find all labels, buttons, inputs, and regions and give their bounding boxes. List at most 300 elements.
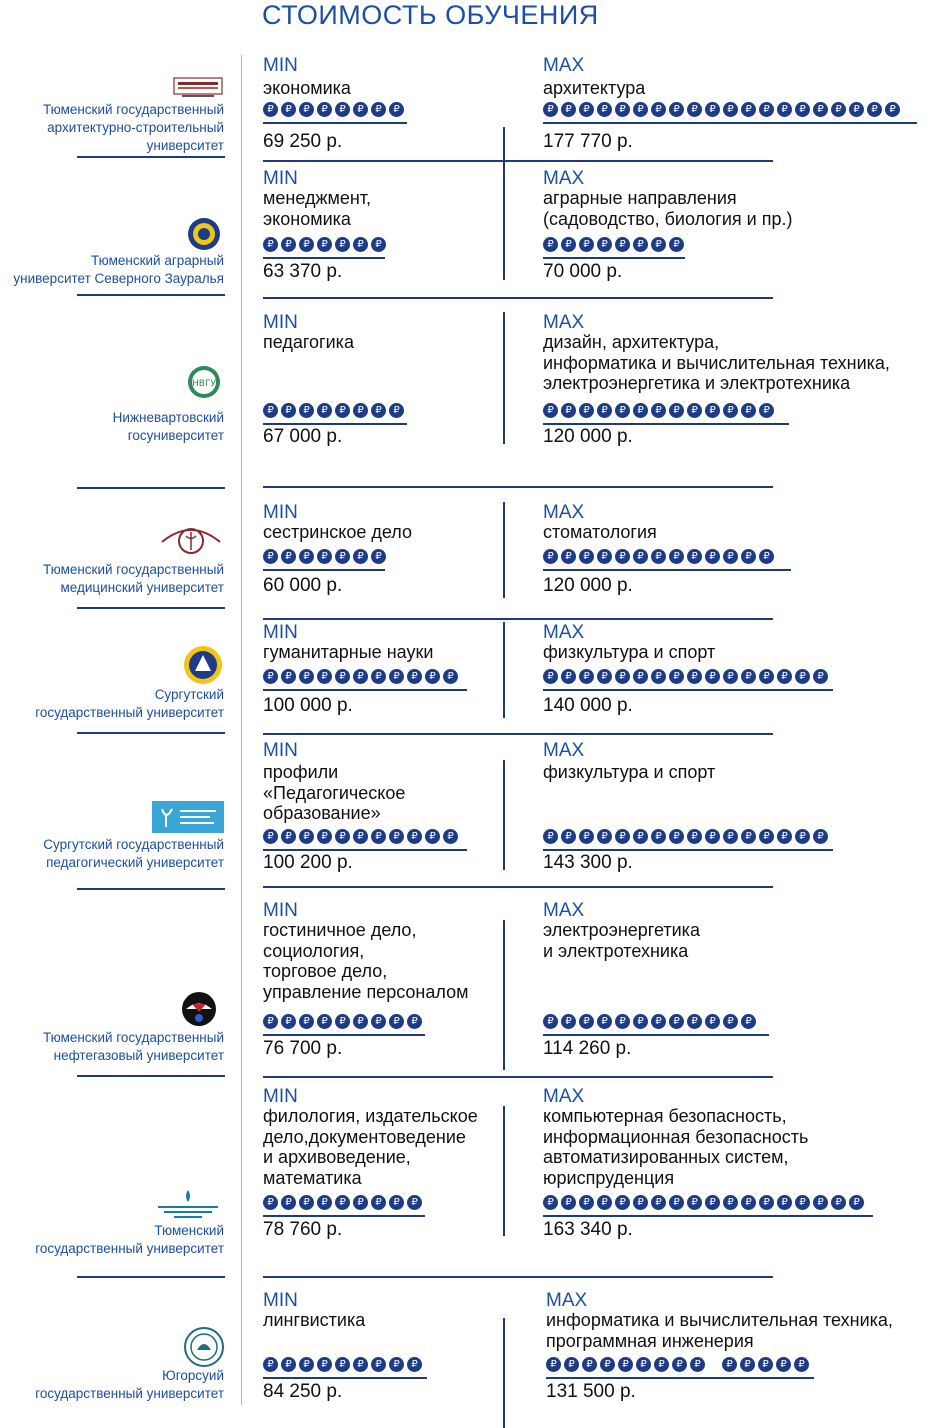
ruble-coin-icon: ₽ [335, 1357, 350, 1372]
ruble-coin-icon: ₽ [317, 1014, 332, 1029]
tyuiu-logo [176, 990, 222, 1028]
ruble-coin-icon: ₽ [353, 1357, 368, 1372]
ruble-coin-icon: ₽ [705, 1014, 720, 1029]
min-price: 84 250 р. [263, 1381, 343, 1402]
max-price-underline [543, 423, 789, 425]
min-label: MIN [263, 900, 298, 921]
ruble-coin-icon: ₽ [672, 1357, 687, 1372]
ruble-coin-icon: ₽ [353, 669, 368, 684]
ruble-coin-icon: ₽ [615, 403, 630, 418]
column-separator [503, 920, 505, 1070]
ruble-coin-icon: ₽ [353, 237, 368, 252]
max-price-underline [546, 1377, 814, 1379]
ruble-coin-icon: ₽ [281, 237, 296, 252]
ruble-coin-icon: ₽ [299, 1195, 314, 1210]
min-field-of-study [263, 1106, 478, 1188]
ruble-coin-icon: ₽ [561, 102, 576, 117]
ruble-coin-icon: ₽ [741, 549, 756, 564]
gau-logo-graphic [183, 216, 225, 252]
ruble-coin-icon: ₽ [597, 1014, 612, 1029]
ruble-coin-icon: ₽ [353, 102, 368, 117]
ruble-coin-icon: ₽ [651, 403, 666, 418]
min-price-underline [263, 423, 407, 425]
field-line: электроэнергетика [543, 920, 700, 940]
ruble-coin-icon: ₽ [371, 549, 386, 564]
ruble-coin-icon: ₽ [317, 829, 332, 844]
name-underline [77, 607, 225, 609]
ruble-coin-icon: ₽ [317, 403, 332, 418]
ruble-coin-icon: ₽ [723, 1014, 738, 1029]
max-price: 140 000 р. [543, 695, 633, 716]
ruble-coin-icon: ₽ [371, 1014, 386, 1029]
university-name [113, 409, 224, 445]
row-separator [263, 886, 773, 888]
ruble-coin-icon: ₽ [443, 669, 458, 684]
min-field-of-study [263, 1310, 365, 1331]
max-label: MAX [543, 312, 585, 333]
ruble-coin-icon: ₽ [407, 829, 422, 844]
ruble-coin-icon: ₽ [389, 403, 404, 418]
name-underline [77, 888, 225, 890]
university-name-line: архитектурно-строительный [47, 120, 224, 135]
min-ruble-coins [263, 100, 407, 118]
ruble-coin-icon: ₽ [579, 102, 594, 117]
ruble-coin-icon: ₽ [813, 102, 828, 117]
ruble-coin-icon: ₽ [317, 1195, 332, 1210]
max-field-of-study [543, 332, 890, 394]
max-price-underline [543, 1215, 873, 1217]
field-line: филология, издательское [263, 1106, 478, 1126]
ruble-coin-icon: ₽ [317, 102, 332, 117]
min-ruble-coins [263, 235, 389, 253]
university-name-line: Тюменский [154, 1223, 224, 1238]
tgasu-logo [172, 75, 224, 101]
max-ruble-coins [543, 1012, 759, 1030]
max-field-of-study [543, 920, 700, 961]
ruble-coin-icon: ₽ [299, 549, 314, 564]
column-separator [503, 502, 505, 598]
ruble-coin-icon: ₽ [407, 1014, 422, 1029]
yugu-logo-graphic [183, 1326, 225, 1368]
ruble-coin-icon: ₽ [633, 102, 648, 117]
name-underline [77, 732, 225, 734]
ruble-coin-icon: ₽ [579, 549, 594, 564]
ruble-coin-icon: ₽ [687, 829, 702, 844]
min-ruble-coins [263, 667, 461, 685]
ruble-coin-icon: ₽ [389, 1014, 404, 1029]
min-label: MIN [263, 740, 298, 761]
ruble-coin-icon: ₽ [389, 1357, 404, 1372]
university-name [35, 686, 224, 722]
ruble-coin-icon: ₽ [741, 1014, 756, 1029]
name-underline [77, 1075, 225, 1077]
max-price: 177 770 р. [543, 131, 633, 152]
ruble-coin-icon: ₽ [759, 669, 774, 684]
vertical-divider [241, 55, 242, 1405]
column-separator [503, 760, 505, 870]
ruble-coin-icon: ₽ [561, 829, 576, 844]
ruble-coin-icon: ₽ [281, 1014, 296, 1029]
ruble-coin-icon: ₽ [813, 829, 828, 844]
ruble-coin-icon: ₽ [795, 829, 810, 844]
max-price: 70 000 р. [543, 261, 623, 282]
ruble-coin-icon: ₽ [299, 403, 314, 418]
ruble-coin-icon: ₽ [741, 829, 756, 844]
ruble-coin-icon: ₽ [690, 1357, 705, 1372]
ruble-coin-icon: ₽ [335, 669, 350, 684]
ruble-coin-icon: ₽ [651, 237, 666, 252]
ruble-coin-icon: ₽ [669, 669, 684, 684]
ruble-coin-icon: ₽ [543, 669, 558, 684]
ruble-coin-icon: ₽ [723, 549, 738, 564]
university-name-line: медицинский университет [60, 580, 224, 595]
field-line: гуманитарные науки [263, 642, 434, 662]
ruble-coin-icon: ₽ [389, 1195, 404, 1210]
yugu-logo [183, 1326, 225, 1368]
ruble-coin-icon: ₽ [597, 1195, 612, 1210]
ruble-coin-icon: ₽ [543, 403, 558, 418]
ruble-coin-icon: ₽ [759, 549, 774, 564]
ruble-coin-icon: ₽ [723, 829, 738, 844]
university-name-line: государственный университет [35, 1241, 224, 1256]
row-separator [263, 297, 773, 299]
ruble-coin-icon: ₽ [443, 829, 458, 844]
min-field-of-study [263, 762, 405, 824]
ruble-coin-icon: ₽ [579, 1014, 594, 1029]
min-price: 69 250 р. [263, 131, 343, 152]
ruble-coin-icon: ₽ [669, 549, 684, 564]
ruble-coin-icon: ₽ [795, 102, 810, 117]
min-price: 60 000 р. [263, 575, 343, 596]
ruble-coin-icon: ₽ [407, 1357, 422, 1372]
ruble-coin-icon: ₽ [281, 1357, 296, 1372]
ruble-coin-icon: ₽ [651, 1195, 666, 1210]
ruble-coin-icon: ₽ [651, 829, 666, 844]
ruble-coin-icon: ₽ [615, 102, 630, 117]
row-separator [263, 618, 773, 620]
ruble-coin-icon: ₽ [299, 669, 314, 684]
ruble-coin-icon: ₽ [561, 549, 576, 564]
max-price: 163 340 р. [543, 1219, 633, 1240]
field-line: компьютерная безопасность, [543, 1106, 787, 1126]
svg-text:НВГУ: НВГУ [192, 379, 216, 389]
ruble-coin-icon: ₽ [263, 403, 278, 418]
tgmu-logo-graphic [158, 522, 224, 560]
ruble-coin-icon: ₽ [867, 102, 882, 117]
max-ruble-coins [543, 827, 831, 845]
name-underline [77, 1276, 225, 1278]
tgmu-logo [158, 522, 224, 560]
max-ruble-coins [543, 1193, 867, 1211]
ruble-coin-icon: ₽ [353, 1014, 368, 1029]
max-ruble-coins [543, 547, 777, 565]
ruble-coin-icon: ₽ [705, 669, 720, 684]
ruble-coin-icon: ₽ [633, 403, 648, 418]
ruble-coin-icon: ₽ [281, 669, 296, 684]
ruble-coin-icon: ₽ [705, 403, 720, 418]
tgasu-logo-graphic [172, 75, 224, 101]
field-line: лингвистика [263, 1310, 366, 1330]
ruble-coin-icon: ₽ [776, 1357, 791, 1372]
ruble-coin-icon: ₽ [651, 1014, 666, 1029]
ruble-coin-icon: ₽ [633, 1014, 648, 1029]
field-line: стоматология [543, 522, 657, 542]
ruble-coin-icon: ₽ [407, 669, 422, 684]
ruble-coin-icon: ₽ [849, 1195, 864, 1210]
university-name [13, 252, 224, 288]
min-ruble-coins [263, 1012, 425, 1030]
ruble-coin-icon: ₽ [597, 669, 612, 684]
column-separator [503, 172, 505, 280]
ruble-coin-icon: ₽ [705, 829, 720, 844]
ruble-coin-icon: ₽ [669, 102, 684, 117]
ruble-coin-icon: ₽ [335, 549, 350, 564]
ruble-coin-icon: ₽ [705, 1195, 720, 1210]
ruble-coin-icon: ₽ [777, 669, 792, 684]
university-name [43, 561, 224, 597]
max-field-of-study [543, 762, 715, 783]
ruble-coin-icon: ₽ [687, 102, 702, 117]
university-name-line: педагогический университет [46, 855, 224, 870]
ruble-coin-icon: ₽ [759, 102, 774, 117]
min-price: 67 000 р. [263, 426, 343, 447]
ruble-coin-icon: ₽ [615, 1014, 630, 1029]
field-line: управление персоналом [263, 981, 469, 1002]
ruble-coin-icon: ₽ [687, 1195, 702, 1210]
university-name-line: Тюменский государственный [42, 562, 224, 577]
ruble-coin-icon: ₽ [353, 1195, 368, 1210]
ruble-coin-icon: ₽ [615, 829, 630, 844]
ruble-coin-icon: ₽ [543, 102, 558, 117]
field-line: сестринское дело [263, 522, 412, 542]
university-name-line: Тюменский государственный [42, 1030, 224, 1045]
row-separator [263, 160, 773, 162]
ruble-coin-icon: ₽ [741, 669, 756, 684]
ruble-coin-icon: ₽ [317, 237, 332, 252]
max-ruble-coins [543, 100, 903, 118]
university-name-line: Югорсуий [162, 1368, 224, 1383]
min-label: MIN [263, 55, 298, 76]
ruble-coin-icon: ₽ [687, 549, 702, 564]
surgu-logo [182, 644, 224, 686]
university-name [43, 1029, 224, 1065]
field-line: дело,документоведение [263, 1126, 466, 1147]
field-line: экономика [263, 208, 351, 229]
field-line: (садоводство, биология и пр.) [543, 208, 793, 229]
ruble-coin-icon: ₽ [633, 1195, 648, 1210]
ruble-coin-icon: ₽ [371, 237, 386, 252]
ruble-coin-icon: ₽ [723, 1195, 738, 1210]
ruble-coin-icon: ₽ [371, 102, 386, 117]
ruble-coin-icon: ₽ [407, 1195, 422, 1210]
min-field-of-study [263, 642, 433, 663]
max-field-of-study [543, 1106, 808, 1188]
ruble-coin-icon: ₽ [389, 102, 404, 117]
ruble-coin-icon: ₽ [618, 1357, 633, 1372]
ruble-coin-icon: ₽ [561, 1195, 576, 1210]
ruble-coin-icon: ₽ [669, 403, 684, 418]
min-label: MIN [263, 622, 298, 643]
ruble-coin-icon: ₽ [633, 237, 648, 252]
max-label: MAX [543, 502, 585, 523]
max-label: MAX [543, 900, 585, 921]
field-line: «Педагогическое [263, 782, 406, 803]
ruble-coin-icon: ₽ [371, 403, 386, 418]
ruble-coin-icon: ₽ [758, 1357, 773, 1372]
column-separator [503, 1106, 505, 1236]
field-line: дизайн, архитектура, [543, 332, 720, 352]
max-field-of-study [543, 188, 793, 229]
field-line: торговое дело, [263, 961, 388, 981]
max-ruble-coins [543, 235, 687, 253]
min-price-underline [263, 689, 467, 691]
max-ruble-coins [543, 667, 831, 685]
ruble-coin-icon: ₽ [579, 1195, 594, 1210]
ruble-coin-icon: ₽ [615, 669, 630, 684]
ruble-coin-icon: ₽ [263, 102, 278, 117]
ruble-coin-icon: ₽ [885, 102, 900, 117]
ruble-coin-icon: ₽ [543, 1014, 558, 1029]
ruble-coin-icon: ₽ [597, 102, 612, 117]
ruble-coin-icon: ₽ [795, 1195, 810, 1210]
ruble-coin-icon: ₽ [546, 1357, 561, 1372]
field-line: физкультура и спорт [543, 762, 716, 782]
university-name-line: нефтегазовый университет [53, 1048, 224, 1063]
gau-logo [183, 216, 225, 252]
ruble-coin-icon: ₽ [651, 669, 666, 684]
ruble-coin-icon: ₽ [669, 829, 684, 844]
ruble-coin-icon: ₽ [299, 829, 314, 844]
min-price-underline [263, 257, 385, 259]
max-price: 114 260 р. [543, 1038, 632, 1059]
max-price-underline [543, 257, 685, 259]
min-field-of-study [263, 332, 354, 353]
max-field-of-study [543, 522, 657, 543]
ruble-coin-icon: ₽ [633, 549, 648, 564]
field-line: и электротехника [543, 940, 689, 961]
field-line: информатика и вычислительная техника, [543, 352, 890, 373]
university-name [35, 1222, 224, 1258]
min-price: 78 760 р. [263, 1219, 343, 1240]
ruble-coin-icon: ₽ [281, 549, 296, 564]
ruble-coin-icon: ₽ [687, 1014, 702, 1029]
column-separator [503, 1318, 505, 1428]
field-line: архитектура [543, 78, 646, 98]
min-field-of-study [263, 78, 351, 99]
ruble-coin-icon: ₽ [579, 403, 594, 418]
ruble-coin-icon: ₽ [543, 1195, 558, 1210]
ruble-coin-icon: ₽ [263, 549, 278, 564]
ruble-coin-icon: ₽ [281, 403, 296, 418]
ruble-coin-icon: ₽ [597, 403, 612, 418]
ruble-coin-icon: ₽ [582, 1357, 597, 1372]
field-line: математика [263, 1167, 362, 1188]
min-ruble-coins [263, 1193, 425, 1211]
ruble-coin-icon: ₽ [425, 829, 440, 844]
max-price: 120 000 р. [543, 426, 633, 447]
ruble-coin-icon: ₽ [335, 1195, 350, 1210]
max-price: 120 000 р. [543, 575, 633, 596]
field-line: программная инженерия [546, 1330, 754, 1351]
max-label: MAX [543, 622, 585, 643]
field-line: менеджмент, [263, 188, 372, 208]
field-line: социология, [263, 940, 365, 961]
tyumgu-logo-graphic [150, 1188, 226, 1222]
min-price-underline [263, 1215, 425, 1217]
ruble-coin-icon: ₽ [263, 1195, 278, 1210]
ruble-coin-icon: ₽ [299, 1014, 314, 1029]
min-price-underline [263, 122, 407, 124]
ruble-coin-icon: ₽ [615, 237, 630, 252]
field-line: профили [263, 762, 339, 782]
max-label: MAX [543, 1086, 585, 1107]
university-name [35, 1367, 224, 1403]
ruble-coin-icon: ₽ [831, 1195, 846, 1210]
max-label: MAX [543, 168, 585, 189]
ruble-coin-icon: ₽ [687, 669, 702, 684]
ruble-coin-icon: ₽ [371, 669, 386, 684]
ruble-coin-icon: ₽ [597, 549, 612, 564]
field-line: информатика и вычислительная техника, [546, 1310, 893, 1330]
ruble-coin-icon: ₽ [543, 237, 558, 252]
ruble-coin-icon: ₽ [579, 829, 594, 844]
ruble-coin-icon: ₽ [389, 829, 404, 844]
ruble-coin-icon: ₽ [722, 1357, 737, 1372]
min-price: 100 200 р. [263, 852, 353, 873]
name-underline [77, 294, 225, 296]
ruble-coin-icon: ₽ [813, 669, 828, 684]
ruble-coin-icon: ₽ [371, 1357, 386, 1372]
ruble-coin-icon: ₽ [263, 1357, 278, 1372]
ruble-coin-icon: ₽ [759, 1195, 774, 1210]
max-price-underline [543, 689, 833, 691]
ruble-coin-icon: ₽ [777, 102, 792, 117]
min-ruble-coins [263, 401, 407, 419]
min-label: MIN [263, 1290, 298, 1311]
page-title: СТОИМОСТЬ ОБУЧЕНИЯ [262, 0, 599, 30]
ruble-coin-icon: ₽ [813, 1195, 828, 1210]
ruble-coin-icon: ₽ [299, 1357, 314, 1372]
field-line: экономика [263, 78, 351, 98]
max-ruble-coins [543, 401, 777, 419]
column-separator [503, 622, 505, 718]
column-separator [503, 312, 505, 444]
ruble-coin-icon: ₽ [281, 1195, 296, 1210]
row-separator [263, 486, 773, 488]
max-price-underline [543, 849, 833, 851]
field-line: аграрные направления [543, 188, 737, 208]
max-price: 131 500 р. [546, 1381, 636, 1402]
max-field-of-study [543, 78, 645, 99]
ruble-coin-icon: ₽ [759, 403, 774, 418]
ruble-coin-icon: ₽ [795, 669, 810, 684]
ruble-coin-icon: ₽ [353, 549, 368, 564]
university-name-line: Тюменский аграрный [90, 253, 224, 268]
ruble-coin-icon: ₽ [777, 829, 792, 844]
min-ruble-coins [263, 547, 389, 565]
ruble-coin-icon: ₽ [371, 829, 386, 844]
min-price-underline [263, 849, 467, 851]
max-label: MAX [543, 55, 585, 76]
ruble-coin-icon: ₽ [741, 1195, 756, 1210]
ruble-coin-icon: ₽ [317, 549, 332, 564]
ruble-coin-icon: ₽ [335, 102, 350, 117]
min-price: 100 000 р. [263, 695, 353, 716]
field-line: автоматизированных систем, [543, 1147, 789, 1167]
university-name-line: университет Северного Зауралья [13, 271, 224, 286]
max-field-of-study [546, 1310, 893, 1351]
ruble-coin-icon: ₽ [263, 829, 278, 844]
